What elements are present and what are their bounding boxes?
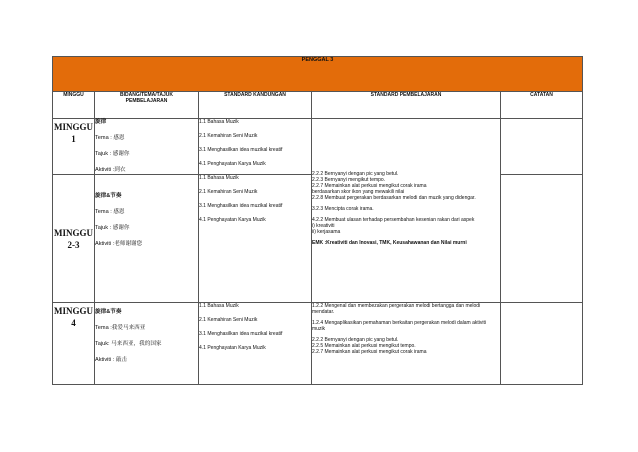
theme-tema: Tema : 感恩 [95,135,125,141]
sp-item: 1.2.4 Mengaplikasikan pemahaman berkaitan pergerakan melodi dalam aktiviti muzik [312,320,486,332]
week-cell [53,175,95,303]
week-cell [53,303,95,385]
sp-item: 2.2.7 Memainkan alat perkusi mengikut corak irama [312,349,427,355]
sp-item: 2.2.8 Membuat pergerakan berdasarkan melodi dan muzik yang didengar. [312,194,476,201]
sp-item: 2.2.7 Memainkan alat perkusi mengikut corak irama [312,182,427,189]
catatan-cell [501,119,583,175]
sp-item: 1.2.2 Mengenal dan membezakan pergerakan melodi bertangga dan melodi mendatar. [312,303,481,315]
term-banner-row [53,57,583,92]
sk-item: 1.1 Bahasa Muzik [199,119,239,125]
lesson-plan-table [52,56,583,385]
sk-cell [199,119,312,175]
week-label: MINGGU 2-3 [54,227,93,250]
sp-item: 3.2.3 Mencipta corak irama. [312,205,374,212]
sk-cell [199,175,312,303]
sk-cell [199,303,312,385]
sp-item: 2.2.5 Memainkan alat perkusi mengikut tempo. [312,343,416,349]
sk-item: 1.1 Bahasa Muzik [199,175,239,181]
week-label: MINGGU 1 [54,122,93,144]
table-row [53,303,583,385]
sk-item: 4.1 Penghayatan Karya Muzik [199,345,266,351]
sk-item: 3.1 Menghasilkan idea muzikal kreatif [199,203,283,209]
week-label: MINGGU 4 [54,306,93,328]
sk-item: 2.1 Kemahiran Seni Muzik [199,189,258,195]
theme-tema: Tema :我爱马来西亚 [95,325,146,331]
theme-aktiviti: Aktiviti :老师谢谢您 [95,241,143,247]
header-catatan: CATATAN [501,92,583,119]
sp-item: 4.2.2 Membuat ulasan terhadap persembahan kesenian rakan dari aspek [312,216,475,223]
week-cell [53,119,95,175]
theme-tema: Tema : 感恩 [95,209,125,215]
theme-cell [95,175,199,303]
header-minggu: MINGGU [53,92,95,119]
catatan-cell [501,175,583,303]
theme-field: 旋律 [95,119,107,125]
sp-item: i) kreativiti [312,222,335,229]
table-row [53,119,583,175]
theme-field: 旋律&节奏 [95,193,122,199]
theme-tajuk: Tajuk: 马来西亚，我的国家 [95,341,162,347]
header-tema-label: BIDANG/TEMA/TAJUK PEMBELAJARAN [120,92,173,104]
theme-aktiviti: Aktiviti :到衣 [95,167,126,173]
sp-emk: EMK :Kreativiti dan Inovasi, TMK, Keusahawanan dan Nilai murni [312,239,467,246]
theme-cell [95,303,199,385]
sk-item: 3.1 Menghasilkan idea muzikal kreatif [199,331,283,337]
theme-tajuk: Tajuk : 感谢你 [95,225,130,231]
sk-item: 3.1 Menghasilkan idea muzikal kreatif [199,147,283,153]
sp-cell [312,303,501,385]
sk-item: 2.1 Kemahiran Seni Muzik [199,317,258,323]
header-row [53,92,583,119]
sp-item: 2.2.2 Bernyanyi dengan pic yang betul. [312,170,399,177]
sp-item: berdasarkan skor ikon yang mewakili nilai [312,188,405,195]
header-sk: STANDARD KANDUNGAN [199,92,312,119]
sp-item: ii) kerjasama [312,228,341,235]
theme-aktiviti: Aktiviti : 敲击 [95,357,128,363]
term-banner: PENGGAL 3 [53,57,583,92]
theme-tajuk: Tajuk : 感谢你 [95,151,130,157]
catatan-cell [501,303,583,385]
header-tema [95,92,199,119]
sp-shared-cell [312,119,501,303]
sk-item: 4.1 Penghayatan Karya Muzik [199,217,266,223]
sp-item: 2.2.2 Bernyanyi dengan pic yang betul. [312,337,399,343]
sp-item: 2.2.3 Bernyanyi mengikut tempo. [312,176,386,183]
sk-item: 1.1 Bahasa Muzik [199,303,239,309]
header-sp: STANDARD PEMBELAJARAN [312,92,501,119]
theme-cell [95,119,199,175]
sk-item: 4.1 Penghayatan Karya Muzik [199,161,266,167]
sk-item: 2.1 Kemahiran Seni Muzik [199,133,258,139]
theme-field: 旋律&节奏 [95,309,122,315]
